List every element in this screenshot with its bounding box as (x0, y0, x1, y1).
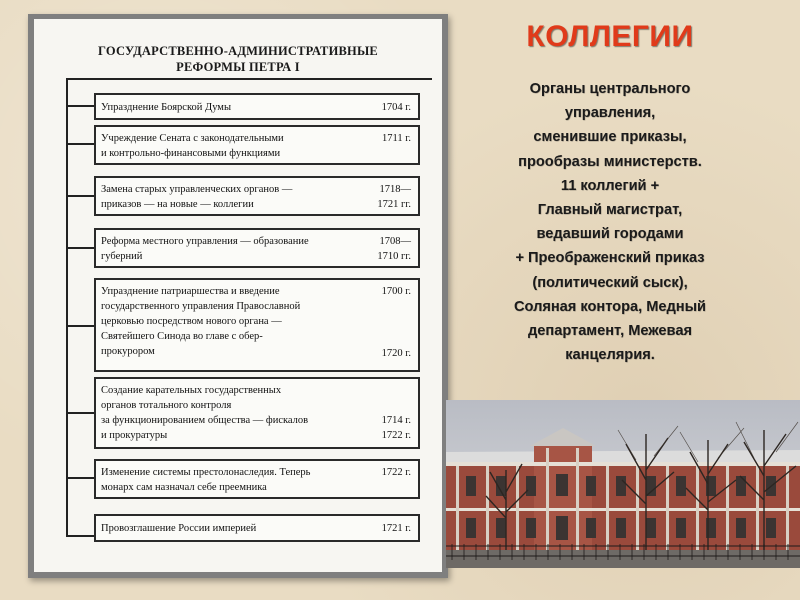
reform-text: губерний (101, 251, 143, 262)
reform-year: 1721 гг. (377, 199, 411, 210)
reform-text: церковью посредством нового органа — (101, 316, 282, 327)
reform-text: Упразднение патриаршества и введение (101, 286, 280, 297)
reform-text: Реформа местного управления — образование (101, 236, 309, 247)
reform-year: 1710 гг. (377, 251, 411, 262)
table-branch (66, 247, 94, 249)
reform-text: прокурором (101, 346, 155, 357)
reform-text: монарх сам назначал себе преемника (101, 482, 267, 493)
body-line: прообразы министерств. (518, 153, 702, 170)
reform-year: 1708— (379, 236, 411, 247)
reform-text: Создание карательных государственных (101, 385, 282, 396)
reform-text: органов тотального контроля (101, 400, 232, 411)
reforms-table-image (28, 14, 448, 578)
reform-row (94, 514, 420, 542)
body-line: (политический сыск), (532, 274, 688, 291)
reform-row (94, 278, 420, 372)
reform-row (94, 93, 420, 120)
table-branch (66, 412, 94, 414)
body-line: канцелярия. (565, 347, 655, 364)
body-line: + Преображенский приказ (515, 250, 705, 267)
reform-year: 1721 г. (381, 523, 411, 534)
body-line: департамент, Межевая (528, 323, 692, 340)
table-branch (66, 105, 94, 107)
reform-row (94, 377, 420, 449)
table-title (34, 43, 442, 75)
reform-year: 1718— (379, 184, 411, 195)
reform-text: государственного управления Православной (101, 301, 301, 312)
reform-row (94, 459, 420, 499)
table-branch (66, 325, 94, 327)
body-line: сменившие приказы, (533, 129, 687, 146)
reforms-table (34, 19, 442, 572)
table-branch (66, 535, 94, 537)
building-illustration (446, 400, 800, 568)
reform-row (94, 228, 420, 268)
reform-text: Изменение системы престолонаследия. Теперь (101, 467, 311, 478)
reform-text: и контрольно-финансовыми функциями (101, 148, 281, 159)
table-title-line-2: РЕФОРМЫ ПЕТРА I (176, 60, 300, 74)
reform-text: Провозглашение России империей (101, 523, 257, 534)
table-trunk-line (66, 78, 68, 537)
table-branch (66, 195, 94, 197)
slide-body-text (460, 77, 760, 367)
reform-year: 1711 г. (382, 133, 411, 144)
reform-text: за функционированием общества — фискалов (101, 415, 309, 426)
reform-year: 1720 г. (381, 348, 411, 359)
table-title-line-1: ГОСУДАРСТВЕННО-АДМИНИСТРАТИВНЫЕ (98, 44, 378, 58)
body-line: Главный магистрат, (537, 202, 683, 219)
reform-year: 1704 г. (381, 102, 411, 113)
reform-year: 1722 г. (381, 467, 411, 478)
reform-year: 1722 г. (381, 430, 411, 441)
table-branch (66, 143, 94, 145)
reform-text: Замена старых управленческих органов — (101, 184, 293, 195)
reform-text: приказов — на новые — коллегии (101, 199, 254, 210)
reform-text: и прокуратуры (101, 430, 168, 441)
slide-heading: КОЛЛЕГИИ (526, 20, 694, 53)
reform-year: 1700 г. (381, 286, 411, 297)
body-line: управления, (564, 105, 656, 122)
reform-row (94, 176, 420, 216)
table-top-line (66, 78, 432, 80)
body-line: 11 коллегий + (560, 177, 660, 194)
reform-text: Упразднение Боярской Думы (101, 102, 231, 113)
reform-row (94, 125, 420, 165)
body-line: Соляная контора, Медный (513, 298, 706, 315)
body-line: ведавший городами (536, 226, 684, 243)
collegia-building-photo (446, 400, 800, 568)
body-line: Органы центрального (529, 81, 691, 97)
table-branch (66, 477, 94, 479)
reform-text: Святейшего Синода во главе с обер- (101, 331, 263, 342)
reform-text: Учреждение Сената с законодательными (101, 133, 284, 144)
reform-year: 1714 г. (381, 415, 411, 426)
